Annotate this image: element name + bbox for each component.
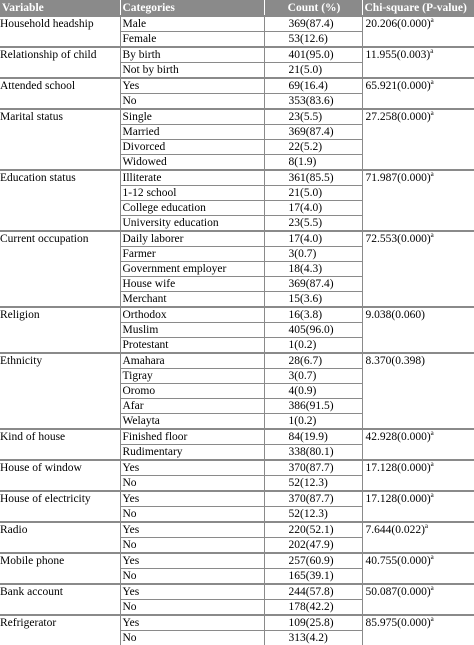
count-cell: 369(87.4) xyxy=(264,277,362,292)
chi-square-cell xyxy=(362,307,474,323)
category-cell: Widowed xyxy=(120,155,264,171)
variable-cell: Religion xyxy=(0,307,120,323)
category-cell: Tigray xyxy=(120,369,264,384)
chi-square-cell xyxy=(362,460,474,476)
count-cell: 52(12.3) xyxy=(264,507,362,523)
count-cell: 17(4.0) xyxy=(264,201,362,216)
table-row xyxy=(0,445,474,461)
category-cell: Muslim xyxy=(120,323,264,338)
category-cell: No xyxy=(120,631,264,645)
chi-square-value: 72.553(0.000) xyxy=(366,233,431,245)
chi-square-cell xyxy=(362,584,474,600)
category-cell: Yes xyxy=(120,615,264,631)
count-cell: 370(87.7) xyxy=(264,491,362,507)
variable-cell xyxy=(0,399,120,414)
chi-square-value: 7.644(0.022) xyxy=(366,524,425,536)
header-variable: Variable xyxy=(0,0,120,16)
variable-cell xyxy=(0,125,120,140)
variable-cell xyxy=(0,369,120,384)
chi-square-value: 17.128(0.000) xyxy=(366,462,431,474)
chi-square-value: 27.258(0.000) xyxy=(366,111,431,123)
table-row xyxy=(0,414,474,430)
table-row xyxy=(0,323,474,338)
variable-cell xyxy=(0,476,120,492)
table-row xyxy=(0,94,474,110)
table-body xyxy=(0,16,474,645)
category-cell: Divorced xyxy=(120,140,264,155)
header-categories: Categories xyxy=(120,0,264,16)
header-row xyxy=(0,0,474,16)
table-row xyxy=(0,353,474,369)
chi-square-value: 40.755(0.000) xyxy=(366,555,431,567)
variable-cell xyxy=(0,216,120,232)
table-row xyxy=(0,491,474,507)
chi-square-cell xyxy=(362,491,474,507)
category-cell: No xyxy=(120,507,264,523)
variable-cell xyxy=(0,277,120,292)
chi-square-cell xyxy=(362,125,474,140)
chi-square-value: 71.987(0.000) xyxy=(366,172,431,184)
variable-cell: Ethnicity xyxy=(0,353,120,369)
count-cell: 369(87.4) xyxy=(264,16,362,32)
table-row xyxy=(0,262,474,277)
chi-square-cell xyxy=(362,216,474,232)
count-cell: 369(87.4) xyxy=(264,125,362,140)
variable-cell xyxy=(0,155,120,171)
significance-marker: a xyxy=(431,109,434,117)
count-cell: 8(1.9) xyxy=(264,155,362,171)
table-row xyxy=(0,16,474,32)
significance-marker: a xyxy=(430,47,433,55)
category-cell: Yes xyxy=(120,491,264,507)
variable-cell: Bank account xyxy=(0,584,120,600)
variable-cell xyxy=(0,140,120,155)
significance-marker: a xyxy=(431,584,434,592)
table-row xyxy=(0,338,474,354)
chi-square-cell xyxy=(362,201,474,216)
chi-square-cell xyxy=(362,631,474,645)
category-cell: Orthodox xyxy=(120,307,264,323)
table-row xyxy=(0,155,474,171)
variable-cell: Marital status xyxy=(0,109,120,125)
variable-cell xyxy=(0,94,120,110)
variable-cell: Education status xyxy=(0,170,120,186)
category-cell: College education xyxy=(120,201,264,216)
table-row xyxy=(0,78,474,94)
table-row xyxy=(0,399,474,414)
variable-cell: Refrigerator xyxy=(0,615,120,631)
variable-cell: Household headship xyxy=(0,16,120,32)
table-row xyxy=(0,507,474,523)
category-cell: Oromo xyxy=(120,384,264,399)
chi-square-cell xyxy=(362,538,474,554)
count-cell: 15(3.6) xyxy=(264,292,362,308)
variable-cell xyxy=(0,600,120,616)
chi-square-cell xyxy=(362,445,474,461)
category-cell: Amahara xyxy=(120,353,264,369)
chi-square-cell xyxy=(362,338,474,354)
variable-cell: House of window xyxy=(0,460,120,476)
chi-square-cell xyxy=(362,16,474,32)
category-cell: Protestant xyxy=(120,338,264,354)
category-cell: Rudimentary xyxy=(120,445,264,461)
count-cell: 202(47.9) xyxy=(264,538,362,554)
count-cell: 386(91.5) xyxy=(264,399,362,414)
variable-cell xyxy=(0,338,120,354)
count-cell: 165(39.1) xyxy=(264,569,362,585)
table-row xyxy=(0,584,474,600)
table-row xyxy=(0,553,474,569)
table-row xyxy=(0,538,474,554)
category-cell: Yes xyxy=(120,460,264,476)
table-row xyxy=(0,429,474,445)
category-cell: No xyxy=(120,94,264,110)
chi-square-cell xyxy=(362,399,474,414)
variable-cell xyxy=(0,32,120,48)
variable-cell: Mobile phone xyxy=(0,553,120,569)
chi-square-value: 65.921(0.000) xyxy=(366,80,431,92)
chi-square-value: 8.370(0.398) xyxy=(366,355,425,367)
chi-square-cell xyxy=(362,47,474,63)
category-cell: Daily laborer xyxy=(120,231,264,247)
significance-marker: a xyxy=(431,615,434,623)
chi-square-cell xyxy=(362,292,474,308)
count-cell: 23(5.5) xyxy=(264,216,362,232)
table-row xyxy=(0,476,474,492)
chi-square-value: 85.975(0.000) xyxy=(366,617,431,629)
category-cell: Finished floor xyxy=(120,429,264,445)
variable-cell xyxy=(0,247,120,262)
chi-square-cell xyxy=(362,369,474,384)
count-cell: 353(83.6) xyxy=(264,94,362,110)
category-cell: Yes xyxy=(120,584,264,600)
chi-square-cell xyxy=(362,78,474,94)
chi-square-value: 50.087(0.000) xyxy=(366,586,431,598)
count-cell: 178(42.2) xyxy=(264,600,362,616)
category-cell: Yes xyxy=(120,522,264,538)
variable-cell xyxy=(0,323,120,338)
count-cell: 21(5.0) xyxy=(264,63,362,79)
chi-square-cell xyxy=(362,429,474,445)
table-row xyxy=(0,32,474,48)
chi-square-cell xyxy=(362,63,474,79)
significance-marker: a xyxy=(431,429,434,437)
variable-cell xyxy=(0,201,120,216)
category-cell: No xyxy=(120,600,264,616)
variable-cell: House of electricity xyxy=(0,491,120,507)
category-cell: Male xyxy=(120,16,264,32)
chi-square-cell xyxy=(362,109,474,125)
count-cell: 3(0.7) xyxy=(264,369,362,384)
significance-marker: a xyxy=(431,231,434,239)
category-cell: University education xyxy=(120,216,264,232)
category-cell: Government employer xyxy=(120,262,264,277)
table-row xyxy=(0,277,474,292)
count-cell: 370(87.7) xyxy=(264,460,362,476)
category-cell: Married xyxy=(120,125,264,140)
count-cell: 361(85.5) xyxy=(264,170,362,186)
table-row xyxy=(0,522,474,538)
count-cell: 313(4.2) xyxy=(264,631,362,645)
table-row xyxy=(0,216,474,232)
table-row xyxy=(0,569,474,585)
variable-cell xyxy=(0,292,120,308)
table-row xyxy=(0,631,474,645)
chi-square-cell xyxy=(362,32,474,48)
count-cell: 244(57.8) xyxy=(264,584,362,600)
count-cell: 16(3.8) xyxy=(264,307,362,323)
category-cell: Not by birth xyxy=(120,63,264,79)
count-cell: 338(80.1) xyxy=(264,445,362,461)
chi-square-cell xyxy=(362,553,474,569)
table-row xyxy=(0,247,474,262)
table-row xyxy=(0,201,474,216)
table-row xyxy=(0,47,474,63)
chi-square-value: 42.928(0.000) xyxy=(366,431,431,443)
chi-square-value: 20.206(0.000) xyxy=(366,18,431,30)
variable-cell: Relationship of child xyxy=(0,47,120,63)
count-cell: 53(12.6) xyxy=(264,32,362,48)
table-row xyxy=(0,384,474,399)
category-cell: Farmer xyxy=(120,247,264,262)
category-cell: Merchant xyxy=(120,292,264,308)
table-row xyxy=(0,369,474,384)
count-cell: 17(4.0) xyxy=(264,231,362,247)
chi-square-value: 11.955(0.003) xyxy=(366,49,431,61)
count-cell: 1(0.2) xyxy=(264,338,362,354)
count-cell: 1(0.2) xyxy=(264,414,362,430)
significance-marker: a xyxy=(431,491,434,499)
count-cell: 69(16.4) xyxy=(264,78,362,94)
table-row xyxy=(0,600,474,616)
chi-square-cell xyxy=(362,522,474,538)
chi-square-cell xyxy=(362,476,474,492)
count-cell: 405(96.0) xyxy=(264,323,362,338)
chi-square-cell xyxy=(362,414,474,430)
category-cell: Yes xyxy=(120,78,264,94)
category-cell: No xyxy=(120,569,264,585)
chi-square-cell xyxy=(362,353,474,369)
significance-marker: a xyxy=(431,553,434,561)
count-cell: 3(0.7) xyxy=(264,247,362,262)
table-row xyxy=(0,109,474,125)
category-cell: By birth xyxy=(120,47,264,63)
category-cell: Single xyxy=(120,109,264,125)
table-row xyxy=(0,231,474,247)
chi-square-cell xyxy=(362,569,474,585)
variable-cell: Radio xyxy=(0,522,120,538)
count-cell: 18(4.3) xyxy=(264,262,362,277)
table-row xyxy=(0,460,474,476)
chi-square-cell xyxy=(362,140,474,155)
variable-cell: Current occupation xyxy=(0,231,120,247)
chi-square-cell xyxy=(362,94,474,110)
category-cell: Illiterate xyxy=(120,170,264,186)
variable-cell: Kind of house xyxy=(0,429,120,445)
category-cell: Female xyxy=(120,32,264,48)
variable-cell xyxy=(0,186,120,201)
variable-cell xyxy=(0,631,120,645)
variable-cell xyxy=(0,63,120,79)
variable-cell xyxy=(0,569,120,585)
table-row xyxy=(0,140,474,155)
chi-square-cell xyxy=(362,155,474,171)
chi-square-cell xyxy=(362,186,474,201)
significance-marker: a xyxy=(431,78,434,86)
significance-marker: a xyxy=(431,170,434,178)
variable-cell: Attended school xyxy=(0,78,120,94)
variable-cell xyxy=(0,384,120,399)
variable-cell xyxy=(0,262,120,277)
category-cell: No xyxy=(120,476,264,492)
category-cell: Afar xyxy=(120,399,264,414)
count-cell: 84(19.9) xyxy=(264,429,362,445)
count-cell: 220(52.1) xyxy=(264,522,362,538)
chi-square-value: 9.038(0.060) xyxy=(366,309,425,321)
count-cell: 52(12.3) xyxy=(264,476,362,492)
count-cell: 257(60.9) xyxy=(264,553,362,569)
significance-marker: a xyxy=(431,460,434,468)
chi-square-cell xyxy=(362,247,474,262)
table-row xyxy=(0,307,474,323)
table-row xyxy=(0,186,474,201)
header-count: Count (%) xyxy=(264,0,362,16)
chi-square-cell xyxy=(362,323,474,338)
count-cell: 22(5.2) xyxy=(264,140,362,155)
category-cell: Welayta xyxy=(120,414,264,430)
chi-square-cell xyxy=(362,600,474,616)
chi-square-cell xyxy=(362,170,474,186)
significance-marker: a xyxy=(431,16,434,24)
category-cell: No xyxy=(120,538,264,554)
chi-square-cell xyxy=(362,231,474,247)
table-row xyxy=(0,125,474,140)
count-cell: 4(0.9) xyxy=(264,384,362,399)
table-row xyxy=(0,292,474,308)
table-row xyxy=(0,170,474,186)
category-cell: Yes xyxy=(120,553,264,569)
chi-square-cell xyxy=(362,507,474,523)
count-cell: 23(5.5) xyxy=(264,109,362,125)
chi-square-cell xyxy=(362,277,474,292)
count-cell: 109(25.8) xyxy=(264,615,362,631)
significance-marker: a xyxy=(425,522,428,530)
count-cell: 28(6.7) xyxy=(264,353,362,369)
variable-cell xyxy=(0,507,120,523)
category-cell: 1-12 school xyxy=(120,186,264,201)
variable-cell xyxy=(0,538,120,554)
count-cell: 21(5.0) xyxy=(264,186,362,201)
chi-square-cell xyxy=(362,262,474,277)
table-row xyxy=(0,63,474,79)
variable-cell xyxy=(0,414,120,430)
chi-square-cell xyxy=(362,384,474,399)
variable-cell xyxy=(0,445,120,461)
count-cell: 401(95.0) xyxy=(264,47,362,63)
header-chi-square: Chi-square (P-value) xyxy=(362,0,474,16)
category-cell: House wife xyxy=(120,277,264,292)
chi-square-value: 17.128(0.000) xyxy=(366,493,431,505)
